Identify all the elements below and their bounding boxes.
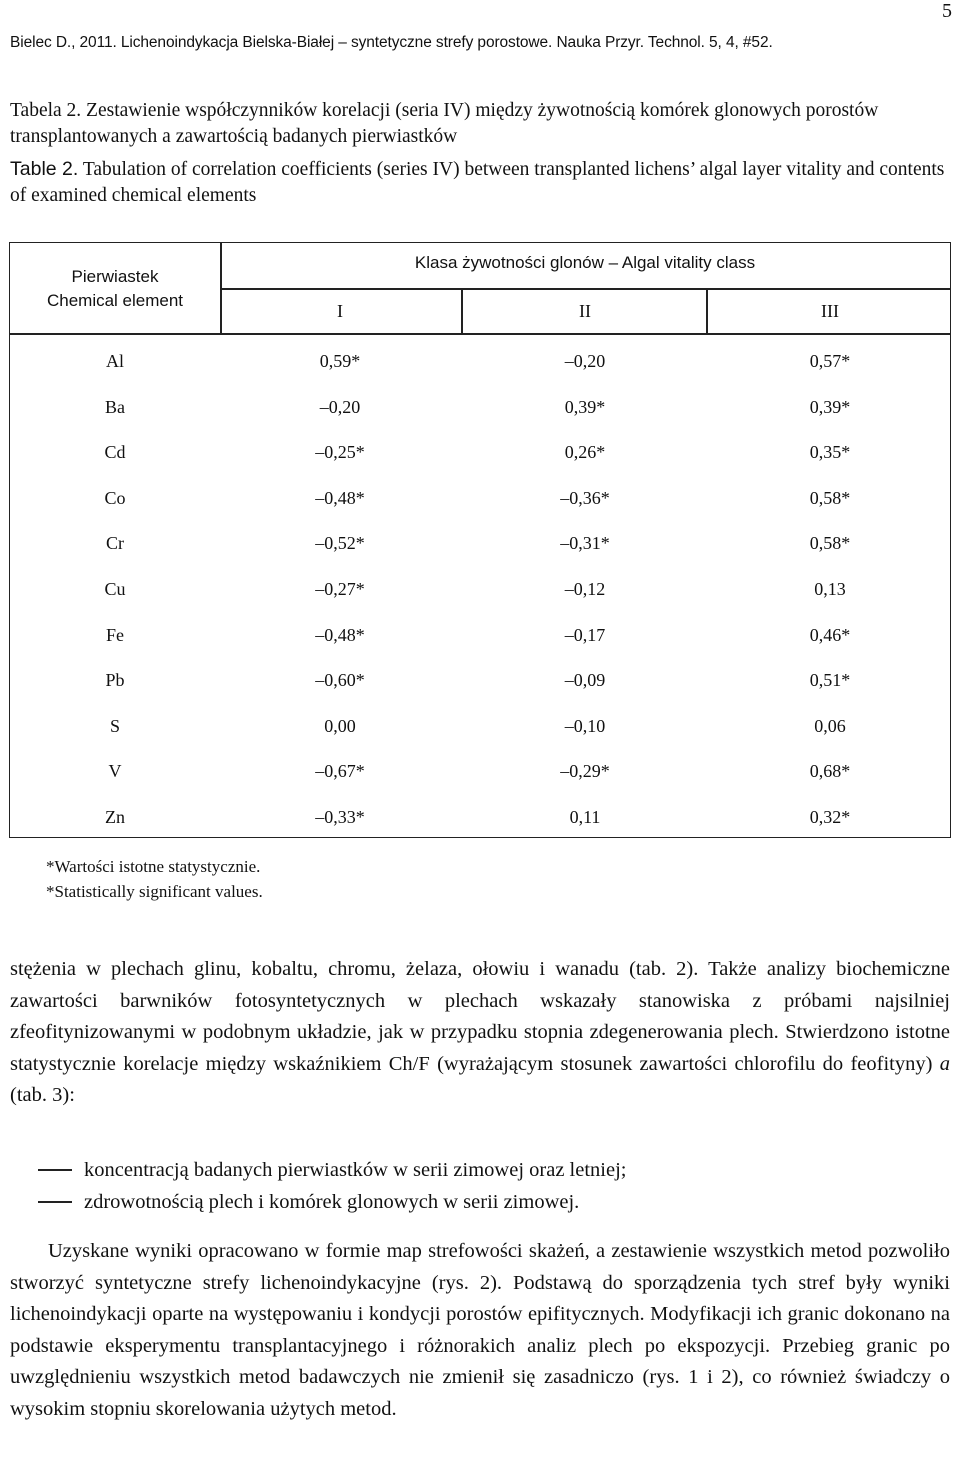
header-class-3: III xyxy=(821,301,839,321)
header-element xyxy=(10,265,220,313)
table-footnotes xyxy=(46,854,263,904)
body-paragraph-1-end: (tab. 3): xyxy=(10,1084,75,1106)
cell-class-3: 0,13 xyxy=(814,579,846,599)
table-row xyxy=(10,807,950,837)
cell-class-3: 0,58* xyxy=(809,533,851,554)
table-row xyxy=(10,670,950,700)
cell-element: Pb xyxy=(105,670,125,691)
cell-element: S xyxy=(109,715,120,736)
cell-class-3: 0,06 xyxy=(814,715,846,736)
table-row xyxy=(10,625,950,655)
header-element-en: Chemical element xyxy=(46,291,184,310)
cell-element: Zn xyxy=(105,807,125,827)
cell-class-2: 0,11 xyxy=(569,807,601,827)
body-paragraph-1-italic: a xyxy=(939,1052,950,1075)
table-caption-en-text: Tabulation of correlation coefficients (series IV) between transplanted lichens’ algal layer vitality and contents of examined chemical elements xyxy=(10,159,945,206)
cell-element: Cr xyxy=(106,533,124,554)
table-row xyxy=(10,397,950,427)
dash-bullet xyxy=(38,1201,72,1203)
table-caption-en xyxy=(10,156,950,209)
dash-bullet xyxy=(38,1169,72,1171)
cell-class-3: 0,35* xyxy=(809,442,851,463)
cell-class-2: 0,39* xyxy=(564,396,606,417)
cell-class-1: –0,60* xyxy=(315,670,365,691)
cell-class-2: –0,20 xyxy=(564,351,606,371)
cell-class-3: 0,57* xyxy=(809,351,851,371)
cell-class-2: –0,09 xyxy=(564,670,606,691)
table-row xyxy=(10,716,950,746)
table-row xyxy=(10,533,950,563)
body-paragraph-1 xyxy=(10,954,950,1112)
page-number: 5 xyxy=(942,0,952,22)
cell-class-2: –0,12 xyxy=(564,579,606,599)
cell-class-1: –0,67* xyxy=(315,761,365,782)
footnote-en: *Statistically significant values. xyxy=(46,882,263,901)
bullet-list xyxy=(10,1154,626,1218)
table-row xyxy=(10,442,950,472)
cell-element: Cd xyxy=(104,442,126,463)
header-vitality-class: Klasa żywotności glonów – Algal vitality class xyxy=(414,253,756,272)
cell-class-1: –0,48* xyxy=(315,487,365,508)
cell-class-3: 0,46* xyxy=(809,624,851,645)
table-row xyxy=(10,579,950,609)
table-caption-pl: Tabela 2. Zestawienie współczynników korelacji (seria IV) między żywotnością komórek glonowych porostów transplantowanych a zawartością badanych pierwiastków xyxy=(10,100,879,147)
table-row xyxy=(10,761,950,791)
cell-class-1: –0,48* xyxy=(315,624,365,645)
cell-class-3: 0,39* xyxy=(809,396,851,417)
header-element-pl: Pierwiastek xyxy=(71,267,159,286)
list-item-text: koncentracją badanych pierwiastków w serii zimowej oraz letniej; xyxy=(84,1159,627,1181)
header-class-1: I xyxy=(337,301,343,321)
correlation-table xyxy=(9,242,951,838)
running-head: Bielec D., 2011. Lichenoindykacja Bielska-Białej – syntetyczne strefy porostowe. Nauka Przyr. Technol. 5, 4, #52. xyxy=(10,34,773,51)
list-item-text: zdrowotnością plech i komórek glonowych w serii zimowej. xyxy=(84,1191,580,1213)
cell-class-2: 0,26* xyxy=(564,442,606,463)
body-paragraph-2: Uzyskane wyniki opracowano w formie map strefowości skażeń, a zestawienie wszystkich metod pozwoliło stworzyć syntetyczne strefy lichenoindykacyjne (rys. 2). Podstawą do sporządzenia tych stref były wyniki lichenoindykacji oparte na występowaniu i kondycji porostów epifitycznych. Modyfikacji ich granic dokonano na podstawie eksperymentu transplantacyjnego i różnorakich analiz plech po ekspozycji. Przebieg granic po uwzględnieniu wszystkich metod badawczych nie zmienił się zasadniczo (rys. 1 i 2), co również świadczy o wysokim stopniu skorelowania użytych metod. xyxy=(10,1240,950,1420)
cell-class-3: 0,32* xyxy=(809,807,851,827)
cell-class-1: 0,00 xyxy=(324,715,356,736)
table-row xyxy=(10,488,950,518)
cell-class-2: –0,36* xyxy=(560,487,610,508)
header-class-2: II xyxy=(579,301,591,321)
cell-class-2: –0,31* xyxy=(560,533,610,554)
cell-element: Ba xyxy=(105,396,125,417)
cell-class-3: 0,58* xyxy=(809,487,851,508)
cell-element: Co xyxy=(104,487,126,508)
footnote-pl: *Wartości istotne statystycznie. xyxy=(46,857,261,876)
list-item xyxy=(10,1186,626,1218)
body-paragraph-1-text: stężenia w plechach glinu, kobaltu, chromu, żelaza, ołowiu i wanadu (tab. 2). Także analizy biochemiczne zawartości barwników fotosyntetycznych w plechach wskazały stanowiska z próbami najsilniej zfeofitynizowanymi w podobnym układzie, jak w przypadku stopnia zdegenerowania plech. Stwierdzono istotne statystycznie korelacje między wskaźnikiem Ch/F (wyrażającym stosunek zawartości chlorofilu do feofityny) xyxy=(10,958,950,1075)
list-item xyxy=(10,1154,626,1186)
table-caption-en-label: Table 2. xyxy=(10,158,79,180)
cell-element: Al xyxy=(106,351,124,371)
cell-class-3: 0,68* xyxy=(809,761,851,782)
cell-class-1: –0,52* xyxy=(315,533,365,554)
cell-element: Fe xyxy=(106,624,124,645)
cell-element: Cu xyxy=(104,579,126,599)
cell-class-2: –0,10 xyxy=(564,715,606,736)
cell-class-2: –0,17 xyxy=(564,624,606,645)
cell-class-1: –0,25* xyxy=(315,442,365,463)
table-row xyxy=(10,351,950,381)
cell-class-1: –0,20 xyxy=(319,396,361,417)
cell-class-1: –0,33* xyxy=(315,807,365,827)
cell-class-2: –0,29* xyxy=(560,761,610,782)
cell-class-1: –0,27* xyxy=(315,579,365,599)
cell-class-3: 0,51* xyxy=(809,670,851,691)
cell-class-1: 0,59* xyxy=(319,351,361,371)
cell-element: V xyxy=(108,761,122,782)
